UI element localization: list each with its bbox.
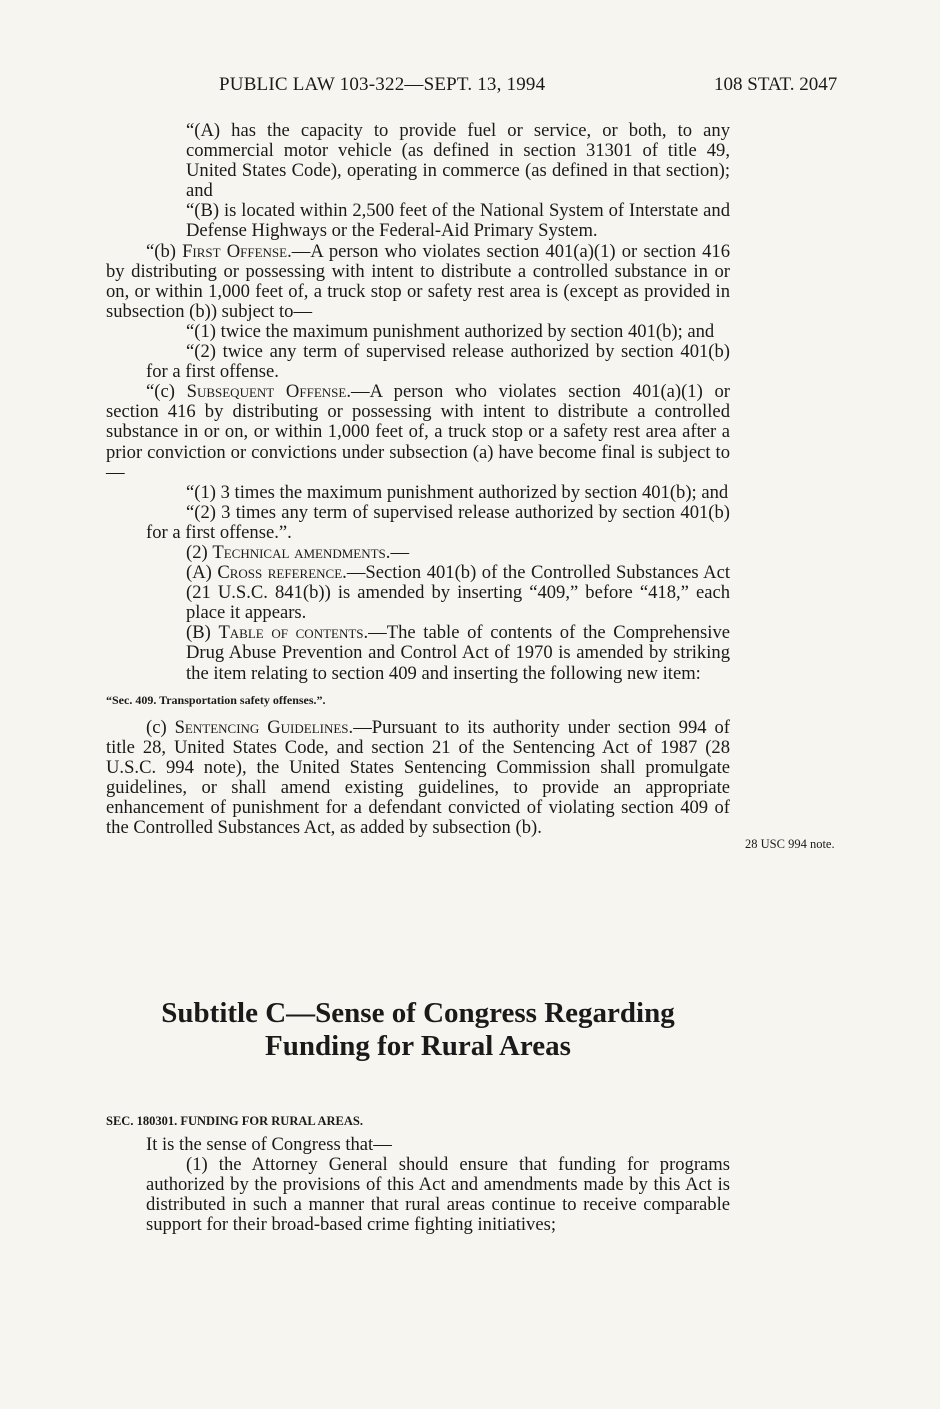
subsection-c-text: —A person who violates section 401(a)(1) or section 416 by distributing or possessing with intent to distribute a controlled substance in or on, or within 1,000 feet of, a truck stop or a safety rest area after a prior conviction or convictions under subsection (a) have become final is subject to— — [106, 381, 730, 483]
subsection-c-heading: Subsequent Offense. — [186, 381, 351, 403]
paragraph-c-2-text: “(2) 3 times any term of supervised release authorized by section 401(b) for a first offense.”. — [146, 501, 730, 543]
cross-reference — [106, 563, 730, 623]
technical-amendments — [106, 543, 730, 563]
subsection-c — [106, 382, 730, 482]
section-text-column — [106, 1135, 730, 1235]
section-heading: SEC. 180301. FUNDING FOR RURAL AREAS. — [106, 1114, 363, 1128]
paragraph-a-1 — [106, 121, 730, 201]
paragraph-a-1-text: “(A) has the capacity to provide fuel or service, or both, to any commercial motor vehicle (as defined in section 31301 of title 49, United States Code), operating in commerce (as defined in that section); and — [186, 120, 730, 202]
toc-amendment-heading: Table of contents. — [218, 622, 369, 644]
sentencing-label: (c) — [146, 716, 175, 738]
paragraph-b-2-text: “(2) twice any term of supervised release authorized by section 401(b) for a first offense. — [146, 341, 730, 383]
toc-amendment-label: (B) — [186, 622, 219, 644]
subsection-sentencing-guidelines — [106, 718, 730, 839]
table-of-contents-amendment — [106, 623, 730, 683]
running-header-title: PUBLIC LAW 103-322—SEPT. 13, 1994 — [219, 74, 546, 95]
statute-page-number: 108 STAT. 2047 — [714, 74, 838, 95]
subsection-b-heading: First Offense. — [182, 240, 292, 262]
paragraph-c-1-text: “(1) 3 times the maximum punishment authorized by section 401(b); and — [186, 481, 729, 503]
subsection-b — [106, 242, 730, 322]
paragraph-a-2-text: “(B) is located within 2,500 feet of the National System of Interstate and Defense Highways or the Federal-Aid Primary System. — [186, 200, 730, 242]
paragraph-c-1 — [106, 483, 730, 503]
toc-amendment-text: —The table of contents of the Comprehensive Drug Abuse Prevention and Control Act of 1970 is amended by striking the item relating to section 409 and inserting the following new item: — [186, 622, 730, 684]
margin-note: 28 USC 994 note. — [745, 837, 835, 851]
cross-reference-label: (A) — [186, 562, 218, 584]
paragraph-b-1 — [106, 322, 730, 342]
section-intro: It is the sense of Congress that— — [146, 1134, 392, 1155]
subsection-c-label: “(c) — [146, 381, 187, 403]
subtitle-heading: Subtitle C—Sense of Congress Regarding Funding for Rural Areas — [161, 997, 675, 1062]
subsection-b-label: “(b) — [146, 240, 183, 262]
sentencing-text: —Pursuant to its authority under section 994 of title 28, United States Code, and section 21 of the Sentencing Act of 1987 (28 U.S.C. 994 note), the United States Sentencing Commission shall promulgate guidelines, or shall amend existing guidelines, to provide an appropriate enhancement of punishment for a defendant convicted of violating section 409 of the Controlled Substances Act, as added by subsection (b). — [106, 716, 730, 839]
sentencing-heading: Sentencing Guidelines. — [174, 716, 354, 738]
main-text-column — [106, 121, 730, 838]
paragraph-a-2 — [106, 201, 730, 241]
toc-new-item: “Sec. 409. Transportation safety offenses.”. — [106, 692, 326, 707]
paragraph-c-2 — [106, 503, 730, 543]
cross-reference-text: —Section 401(b) of the Controlled Substances Act (21 U.S.C. 841(b)) is amended by inserting “409,” before “418,” each place it appears. — [186, 562, 730, 624]
cross-reference-heading: Cross reference. — [217, 562, 347, 584]
subsection-b-text: —A person who violates section 401(a)(1) or section 416 by distributing or possessing with intent to distribute a controlled substance in or on, or within 1,000 feet of, a truck stop or safety rest area is (except as provided in subsection (b)) subject to— — [106, 240, 731, 322]
paragraph-b-1-text: “(1) twice the maximum punishment authorized by section 401(b); and — [186, 320, 715, 342]
technical-amendments-label: (2) — [186, 541, 213, 563]
technical-amendments-dash: — — [390, 541, 410, 563]
paragraph-b-2 — [106, 342, 730, 382]
technical-amendments-heading: Technical amendments. — [212, 541, 391, 563]
section-item-1: (1) the Attorney General should ensure that funding for programs authorized by the provisions of this Act and amendments made by this Act is distributed in such a manner that rural areas continue to receive comparable support for their broad-based crime fighting initiatives; — [146, 1154, 730, 1236]
